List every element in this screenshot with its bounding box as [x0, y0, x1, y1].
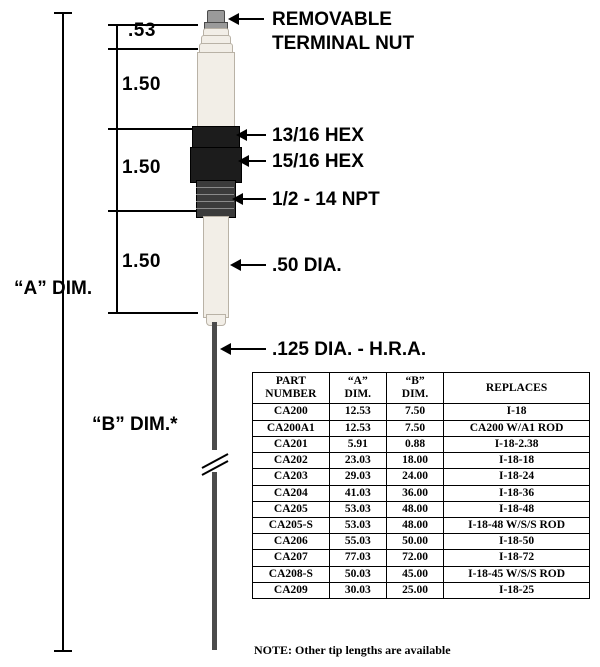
cell-a-dim: 53.03	[329, 501, 386, 517]
header-b-dim	[386, 373, 443, 404]
cell-a-dim: 5.91	[329, 436, 386, 452]
ceramic-insulator-body	[197, 52, 235, 132]
b-dim-label: “B” DIM.*	[92, 414, 178, 435]
npt-thread	[196, 180, 236, 218]
cell-part-number: CA205-S	[253, 517, 330, 533]
cell-b-dim: 0.88	[386, 436, 443, 452]
cell-a-dim: 53.03	[329, 517, 386, 533]
table-row	[253, 404, 590, 420]
cell-b-dim: 45.00	[386, 566, 443, 582]
segment-stack-vertical-line	[116, 24, 118, 314]
table-row	[253, 469, 590, 485]
a-dim-vertical-line	[62, 12, 64, 652]
cell-replaces: I-18-36	[444, 485, 590, 501]
table-row	[253, 420, 590, 436]
segment-tick-3	[108, 128, 198, 130]
dimension-label-2: 1.50	[122, 74, 161, 95]
cell-part-number: CA205	[253, 501, 330, 517]
ceramic-insulator-lower	[203, 216, 229, 318]
dimension-label-4: 1.50	[122, 251, 161, 272]
table-row	[253, 517, 590, 533]
cell-part-number: CA201	[253, 436, 330, 452]
cell-replaces: I-18-24	[444, 469, 590, 485]
cell-replaces: I-18-48 W/S/S ROD	[444, 517, 590, 533]
cell-replaces: I-18-18	[444, 453, 590, 469]
cell-a-dim: 77.03	[329, 550, 386, 566]
header-part-number-line1: PART	[275, 375, 306, 387]
callout-terminal-nut	[272, 8, 414, 56]
cell-b-dim: 24.00	[386, 469, 443, 485]
cell-part-number: CA207	[253, 550, 330, 566]
callout-arrow-hex1316-line	[244, 134, 266, 136]
cell-part-number: CA209	[253, 582, 330, 598]
header-part-number	[253, 373, 330, 404]
callout-npt: 1/2 - 14 NPT	[272, 189, 380, 210]
cell-replaces: I-18-45 W/S/S ROD	[444, 566, 590, 582]
callout-arrow-npt-head	[232, 193, 243, 205]
cell-a-dim: 29.03	[329, 469, 386, 485]
cell-replaces: I-18-2.38	[444, 436, 590, 452]
cell-replaces: I-18	[444, 404, 590, 420]
cell-replaces: I-18-25	[444, 582, 590, 598]
cell-b-dim: 50.00	[386, 534, 443, 550]
hex-15-16	[190, 147, 242, 183]
cell-part-number: CA208-S	[253, 566, 330, 582]
table-row	[253, 566, 590, 582]
callout-hex-13-16: 13/16 HEX	[272, 125, 364, 146]
table-note: NOTE: Other tip lengths are available	[254, 643, 451, 657]
callout-terminal-nut-line1: REMOVABLE	[272, 9, 392, 30]
cell-part-number: CA202	[253, 453, 330, 469]
callout-50-dia: .50 DIA.	[272, 255, 342, 276]
cell-replaces: I-18-72	[444, 550, 590, 566]
header-a-dim-line1: “A”	[347, 375, 368, 387]
cell-b-dim: 48.00	[386, 517, 443, 533]
npt-thread-ridge-2	[196, 194, 234, 195]
cell-b-dim: 36.00	[386, 485, 443, 501]
callout-arrow-terminal-nut-head	[228, 13, 239, 25]
cell-part-number: CA200A1	[253, 420, 330, 436]
callout-arrow-hex1316-head	[236, 129, 247, 141]
cell-part-number: CA203	[253, 469, 330, 485]
callout-arrow-hex1516-line	[246, 160, 266, 162]
cell-replaces: I-18-48	[444, 501, 590, 517]
a-dim-label: “A” DIM.	[14, 278, 93, 299]
a-dim-top-tick	[54, 12, 72, 14]
cell-a-dim: 30.03	[329, 582, 386, 598]
ground-rod-lower	[212, 472, 217, 650]
cell-b-dim: 72.00	[386, 550, 443, 566]
cell-part-number: CA200	[253, 404, 330, 420]
header-b-dim-line2: DIM.	[401, 388, 429, 401]
table-row	[253, 453, 590, 469]
cell-a-dim: 12.53	[329, 420, 386, 436]
callout-terminal-nut-line2: TERMINAL NUT	[272, 32, 415, 54]
table-row	[253, 436, 590, 452]
cell-replaces: I-18-50	[444, 534, 590, 550]
cell-b-dim: 18.00	[386, 453, 443, 469]
cell-a-dim: 23.03	[329, 453, 386, 469]
cell-b-dim: 7.50	[386, 420, 443, 436]
callout-arrow-125dia-head	[220, 343, 231, 355]
table-row	[253, 534, 590, 550]
header-a-dim	[329, 373, 386, 404]
callout-hex-15-16: 15/16 HEX	[272, 151, 364, 172]
cell-part-number: CA206	[253, 534, 330, 550]
header-part-number-line2: NUMBER	[265, 388, 317, 401]
segment-tick-5	[108, 312, 198, 314]
cell-a-dim: 50.03	[329, 566, 386, 582]
table-row	[253, 501, 590, 517]
callout-arrow-hex1516-head	[238, 155, 249, 167]
callout-arrow-125dia-line	[228, 348, 266, 350]
callout-arrow-50dia-head	[230, 259, 241, 271]
parts-table	[252, 372, 590, 599]
cell-a-dim: 55.03	[329, 534, 386, 550]
table-body	[253, 404, 590, 599]
callout-arrow-50dia-line	[238, 264, 266, 266]
cell-replaces: CA200 W/A1 ROD	[444, 420, 590, 436]
table-header-row	[253, 373, 590, 404]
segment-tick-2	[108, 48, 198, 50]
callout-arrow-terminal-nut-line	[236, 18, 264, 20]
table-row	[253, 582, 590, 598]
cell-part-number: CA204	[253, 485, 330, 501]
npt-thread-ridge-1	[196, 187, 234, 188]
callout-arrow-npt-line	[240, 198, 266, 200]
table-row	[253, 550, 590, 566]
cell-a-dim: 12.53	[329, 404, 386, 420]
table-row	[253, 485, 590, 501]
npt-thread-ridge-4	[196, 208, 234, 209]
cell-b-dim: 48.00	[386, 501, 443, 517]
ground-rod-upper	[212, 322, 217, 450]
dimension-label-1: .53	[128, 20, 156, 41]
a-dim-bottom-tick	[54, 650, 72, 652]
segment-tick-4	[108, 210, 198, 212]
break-symbol	[200, 448, 230, 476]
npt-thread-ridge-3	[196, 201, 234, 202]
header-a-dim-line2: DIM.	[344, 388, 372, 401]
callout-125-dia-hra: .125 DIA. - H.R.A.	[272, 339, 427, 360]
cell-b-dim: 25.00	[386, 582, 443, 598]
cell-a-dim: 41.03	[329, 485, 386, 501]
dimension-label-3: 1.50	[122, 157, 161, 178]
header-b-dim-line1: “B”	[405, 375, 425, 387]
cell-b-dim: 7.50	[386, 404, 443, 420]
header-replaces: REPLACES	[444, 373, 590, 404]
